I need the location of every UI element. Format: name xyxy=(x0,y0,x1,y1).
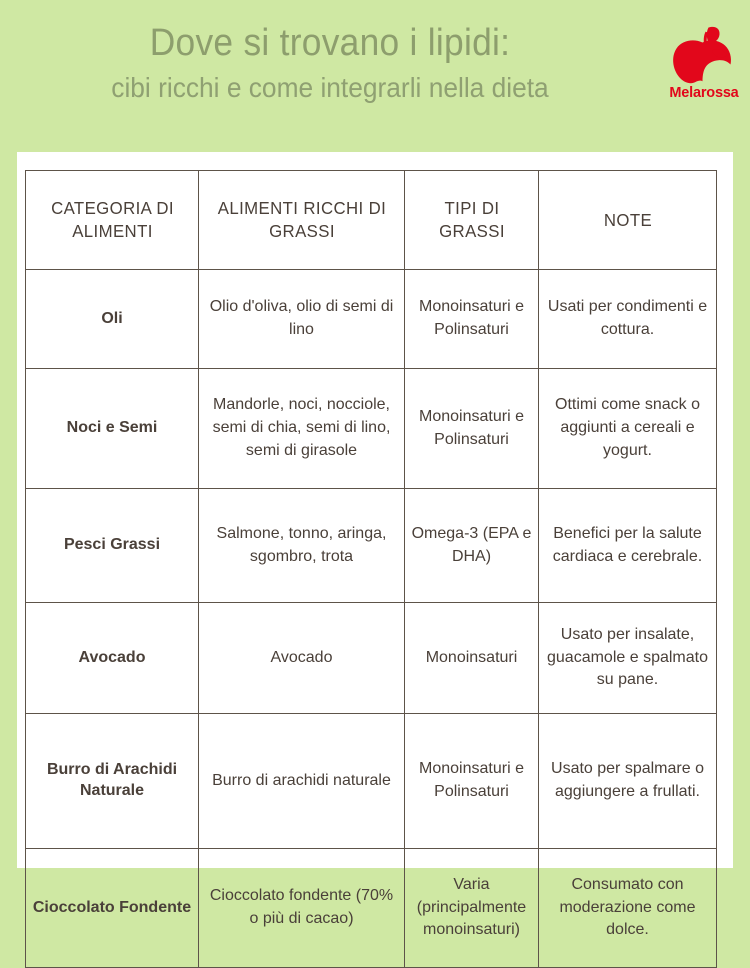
table-row xyxy=(26,714,717,849)
table-row xyxy=(26,270,717,369)
cell-tipi: Monoinsaturi e Polinsaturi xyxy=(405,270,539,369)
column-header-categoria: CATEGORIA DI ALIMENTI xyxy=(29,171,195,270)
cell-categoria: Avocado xyxy=(26,603,199,714)
cell-alimenti: Mandorle, noci, nocciole, semi di chia, semi di lino, semi di girasole xyxy=(199,369,405,489)
cell-note: Benefici per la salute cardiaca e cerebrale. xyxy=(539,489,717,603)
cell-categoria: Pesci Grassi xyxy=(26,489,199,603)
cell-categoria: Burro di Arachidi Naturale xyxy=(26,714,199,849)
table-header-row xyxy=(26,171,717,270)
lipids-table xyxy=(25,170,717,968)
table-row xyxy=(26,369,717,489)
cell-alimenti: Salmone, tonno, aringa, sgombro, trota xyxy=(199,489,405,603)
table-row xyxy=(26,489,717,603)
infographic-header xyxy=(0,0,750,152)
cell-tipi: Monoinsaturi e Polinsaturi xyxy=(405,369,539,489)
cell-categoria: Noci e Semi xyxy=(26,369,199,489)
table-panel xyxy=(17,152,733,939)
cell-categoria: Cioccolato Fondente xyxy=(26,849,199,968)
cell-tipi: Omega-3 (EPA e DHA) xyxy=(405,489,539,603)
cell-tipi: Monoinsaturi e Polinsaturi xyxy=(405,714,539,849)
page-subtitle: cibi ricchi e come integrarli nella dieta xyxy=(111,71,549,103)
brand-logo xyxy=(662,25,746,115)
brand-name: Melarossa xyxy=(669,85,739,101)
red-apple-icon xyxy=(668,25,738,85)
page-title: Dove si trovano i lipidi: xyxy=(149,22,511,64)
table-row xyxy=(26,849,717,968)
cell-tipi: Monoinsaturi xyxy=(405,603,539,714)
cell-tipi: Varia (principalmente monoinsaturi) xyxy=(405,849,539,968)
cell-note: Usato per insalate, guacamole e spalmato su pane. xyxy=(539,603,717,714)
table-row xyxy=(26,603,717,714)
cell-alimenti: Olio d'oliva, olio di semi di lino xyxy=(199,270,405,369)
cell-note: Consumato con moderazione come dolce. xyxy=(539,849,717,968)
cell-alimenti: Avocado xyxy=(199,603,405,714)
cell-categoria: Oli xyxy=(26,270,199,369)
cell-note: Ottimi come snack o aggiunti a cereali e yogurt. xyxy=(539,369,717,489)
cell-alimenti: Cioccolato fondente (70% o più di cacao) xyxy=(199,849,405,968)
cell-note: Usato per spalmare o aggiungere a frullati. xyxy=(539,714,717,849)
cell-alimenti: Burro di arachidi naturale xyxy=(199,714,405,849)
column-header-alimenti: ALIMENTI RICCHI DI GRASSI xyxy=(203,171,401,270)
title-block xyxy=(0,24,660,104)
cell-note: Usati per condimenti e cottura. xyxy=(539,270,717,369)
column-header-tipi: TIPI DI GRASSI xyxy=(407,171,536,270)
column-header-note: NOTE xyxy=(542,171,713,270)
